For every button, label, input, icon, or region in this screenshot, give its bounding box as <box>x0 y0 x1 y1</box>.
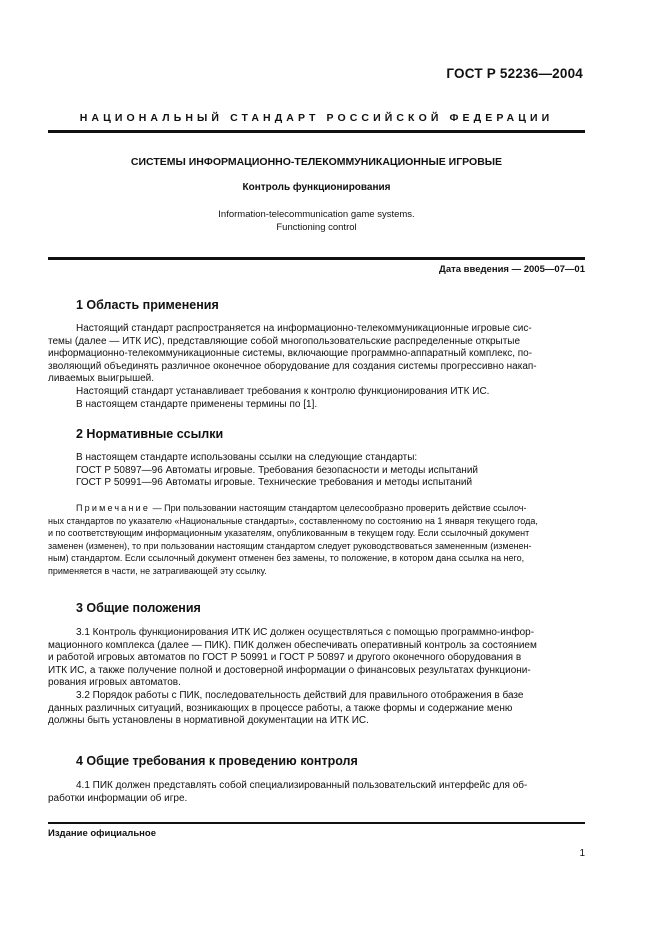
title-divider <box>48 257 585 260</box>
reference-line: ГОСТ Р 50897—96 Автоматы игровые. Требования безопасности и методы испытаний <box>76 464 478 476</box>
document-subtitle: Контроль функционирования <box>242 182 391 193</box>
section-1-heading: 1 Область применения <box>76 298 219 312</box>
note-line: заменен (изменен), то при пользовании настоящим стандартом следует руководствоваться замененным (изменен- <box>48 540 532 551</box>
text-line: мационного комплекса (далее — ПИК). ПИК должен обеспечивать оперативный контроль за состоянием <box>48 639 537 651</box>
text-line: информационно-телекоммуникационные системы, включающие программно-аппаратный комплекс, по- <box>48 348 533 360</box>
document-number: ГОСТ Р 52236—2004 <box>446 66 583 81</box>
section-3-paragraph <box>48 627 585 728</box>
section-4-heading: 4 Общие требования к проведению контроля <box>76 754 358 768</box>
section-1-paragraph <box>48 323 585 411</box>
english-title-line: Functioning control <box>276 222 357 233</box>
edition-label: Издание официальное <box>48 828 156 839</box>
text-line: ливаемых выигрышей. <box>48 373 155 385</box>
footer-divider <box>48 822 585 824</box>
text-line: 3.2 Порядок работы с ПИК, последовательность действий для правильного отображения в базе <box>76 689 524 701</box>
text-line: Настоящий стандарт устанавливает требования к контролю функционирования ИТК ИС. <box>76 385 490 397</box>
text-line: Настоящий стандарт распространяется на информационно-телекоммуникационные игровые сис- <box>76 323 532 334</box>
text-line: 4.1 ПИК должен представлять собой специализированный пользовательский интерфейс для об- <box>76 780 528 791</box>
text-line: В настоящем стандарте применены термины по [1]. <box>76 398 318 410</box>
text-line: темы (далее — ИТК ИС), представляющие собой многопользовательские распределенные открытые <box>48 335 521 347</box>
text-line: должны быть установлены в нормативной документации на ИТК ИС. <box>48 715 369 727</box>
introduction-date: Дата введения — 2005—07—01 <box>439 264 585 275</box>
note-line <box>48 502 585 515</box>
english-title-line: Information-telecommunication game systems. <box>218 209 415 220</box>
section-2-note <box>48 502 585 577</box>
note-line: и по соответствующим информационным указателям, опубликованным в текущем году. Если ссылочный документ <box>48 528 530 538</box>
text-line: данных различных ситуаций, возникающих в процессе работы, а также формы и содержание меню <box>48 702 513 714</box>
text-line: 3.1 Контроль функционирования ИТК ИС должен осуществляться с помощью программно-инфор- <box>76 627 535 638</box>
text-line: работки информации об игре. <box>48 792 188 804</box>
reference-line: ГОСТ Р 50991—96 Автоматы игровые. Технические требования и методы испытаний <box>76 477 473 489</box>
text-line: В настоящем стандарте использованы ссылки на следующие стандарты: <box>76 452 418 463</box>
note-line: ным) стандартом. Если ссылочный документ отменен без замены, то положение, в котором дана ссылка на него, <box>48 553 525 563</box>
note-line: ных стандартов по указателю «Национальные стандарты», составленному по состоянию на 1 января текущего года, <box>48 515 538 526</box>
section-2-heading: 2 Нормативные ссылки <box>76 427 224 441</box>
note-label: Примечание <box>76 503 151 513</box>
national-standard-banner: НАЦИОНАЛЬНЫЙ СТАНДАРТ РОССИЙСКОЙ ФЕДЕРАЦИИ <box>79 112 554 124</box>
page-number: 1 <box>579 848 585 859</box>
document-title: СИСТЕМЫ ИНФОРМАЦИОННО-ТЕЛЕКОММУНИКАЦИОННЫЕ ИГРОВЫЕ <box>130 156 503 168</box>
section-2-paragraph <box>48 452 585 490</box>
text-line: и работой игровых автоматов по ГОСТ Р 50991 и ГОСТ Р 50897 и другого оконечного оборудования в <box>48 652 522 664</box>
english-title <box>48 208 585 234</box>
text-line: рования игровых автоматов. <box>48 677 181 689</box>
note-line: применяется в части, не затрагивающей эту ссылку. <box>48 565 267 576</box>
section-3-heading: 3 Общие положения <box>76 601 201 615</box>
note-text: — При пользовании настоящим стандартом целесообразно проверить действие ссылоч- <box>150 503 527 513</box>
text-line: зволяющий объединять различное оконечное оборудование для создания системы прогрессивно накап- <box>48 360 537 372</box>
text-line: ИТК ИС, а также получение полной и достоверной информации о финансовых результатах функциони- <box>48 664 531 676</box>
section-4-paragraph <box>48 780 585 805</box>
header-divider <box>48 130 585 133</box>
